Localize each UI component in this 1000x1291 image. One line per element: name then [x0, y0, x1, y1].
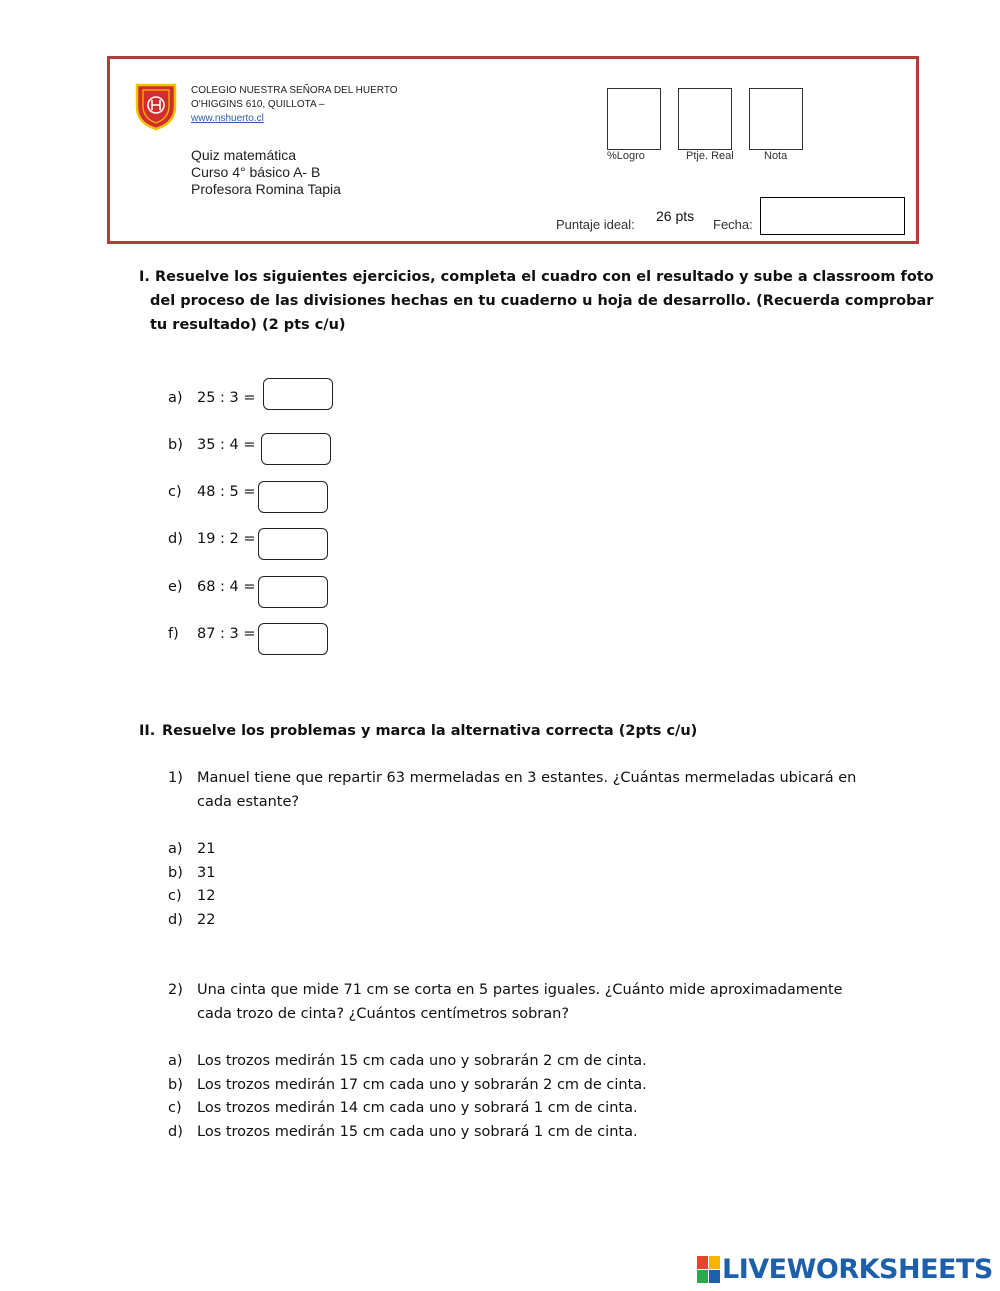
exercise-c-letter: c) — [168, 484, 182, 500]
exercise-e-expr: 68 : 4 = — [197, 579, 256, 595]
section1-line2: del proceso de las divisiones hechas en tu cuaderno u hoja de desarrollo. (Recuerda comprobar — [150, 293, 934, 309]
school-website-link[interactable]: www.nshuerto.cl — [191, 113, 264, 124]
exercise-f-expr: 87 : 3 = — [197, 626, 256, 642]
problem2-option-a-text[interactable]: Los trozos medirán 15 cm cada uno y sobrarán 2 cm de cinta. — [197, 1053, 647, 1069]
problem2-option-c-text[interactable]: Los trozos medirán 14 cm cada uno y sobrará 1 cm de cinta. — [197, 1100, 638, 1116]
exercise-a-letter: a) — [168, 390, 183, 406]
problem1-option-d-text[interactable]: 22 — [197, 912, 216, 928]
school-address: O'HIGGINS 610, QUILLOTA – — [191, 99, 325, 110]
liveworksheets-logo — [697, 1252, 993, 1286]
problem1-option-b-text[interactable]: 31 — [197, 865, 216, 881]
quiz-title: Quiz matemática — [191, 147, 297, 163]
answer-box-e[interactable] — [258, 576, 328, 608]
problem2-option-d-text[interactable]: Los trozos medirán 15 cm cada uno y sobrará 1 cm de cinta. — [197, 1124, 638, 1140]
puntaje-ideal-value: 26 pts — [656, 208, 695, 224]
school-name: COLEGIO NUESTRA SEÑORA DEL HUERTO — [191, 85, 398, 96]
exercise-f-letter: f) — [168, 626, 179, 642]
quiz-teacher: Profesora Romina Tapia — [191, 181, 341, 197]
school-info — [191, 84, 398, 126]
problem1-line2: cada estante? — [197, 794, 300, 810]
section2-number: II. — [139, 723, 156, 739]
exercise-d-letter: d) — [168, 531, 183, 547]
answer-box-b[interactable] — [261, 433, 331, 465]
liveworksheets-logo-text: LIVEWORKSHEETS — [722, 1253, 993, 1285]
problem1-option-a-letter[interactable]: a) — [168, 841, 183, 857]
answer-box-d[interactable] — [258, 528, 328, 560]
problem2-option-c-letter[interactable]: c) — [168, 1100, 182, 1116]
problem1-number: 1) — [168, 770, 183, 786]
liveworksheets-logo-icon — [697, 1256, 719, 1282]
problem2-option-b-text[interactable]: Los trozos medirán 17 cm cada uno y sobrarán 2 cm de cinta. — [197, 1077, 647, 1093]
answer-box-f[interactable] — [258, 623, 328, 655]
problem2-option-a-letter[interactable]: a) — [168, 1053, 183, 1069]
problem1-option-c-text[interactable]: 12 — [197, 888, 216, 904]
answer-box-a[interactable] — [263, 378, 333, 410]
exercise-c-expr: 48 : 5 = — [197, 484, 256, 500]
exercise-d-expr: 19 : 2 = — [197, 531, 256, 547]
exercise-a-expr: 25 : 3 = — [197, 390, 256, 406]
problem1-option-a-text[interactable]: 21 — [197, 841, 216, 857]
quiz-course: Curso 4° básico A- B — [191, 164, 321, 180]
problem2-number: 2) — [168, 982, 183, 998]
exercise-e-letter: e) — [168, 579, 183, 595]
section1-line3: tu resultado) (2 pts c/u) — [150, 317, 346, 333]
section1-line1: Resuelve los siguientes ejercicios, completa el cuadro con el resultado y sube a classroom foto — [155, 269, 934, 285]
problem2-option-d-letter[interactable]: d) — [168, 1124, 183, 1140]
problem2-option-b-letter[interactable]: b) — [168, 1077, 183, 1093]
problem1-line1: Manuel tiene que repartir 63 mermeladas en 3 estantes. ¿Cuántas mermeladas ubicará en — [197, 770, 857, 786]
section1-number: I. — [139, 269, 150, 285]
problem1-option-d-letter[interactable]: d) — [168, 912, 183, 928]
problem1-option-b-letter[interactable]: b) — [168, 865, 183, 881]
nota-box — [749, 88, 803, 150]
answer-box-c[interactable] — [258, 481, 328, 513]
logro-box — [607, 88, 661, 150]
logro-label: %Logro — [607, 150, 645, 162]
ptje-real-box — [678, 88, 732, 150]
problem2-line2: cada trozo de cinta? ¿Cuántos centímetros sobran? — [197, 1006, 570, 1022]
problem1-option-c-letter[interactable]: c) — [168, 888, 182, 904]
problem2-line1: Una cinta que mide 71 cm se corta en 5 partes iguales. ¿Cuánto mide aproximadamente — [197, 982, 843, 998]
fecha-label: Fecha: — [713, 217, 753, 232]
puntaje-ideal-label: Puntaje ideal: — [556, 217, 635, 232]
section2-title: Resuelve los problemas y marca la alternativa correcta (2pts c/u) — [162, 723, 698, 739]
exercise-b-letter: b) — [168, 437, 183, 453]
exercise-b-expr: 35 : 4 = — [197, 437, 256, 453]
quiz-info — [191, 147, 341, 198]
ptje-real-label: Ptje. Real — [686, 150, 734, 162]
school-crest-icon — [133, 81, 179, 131]
fecha-input[interactable] — [760, 197, 905, 235]
nota-label: Nota — [764, 150, 788, 162]
